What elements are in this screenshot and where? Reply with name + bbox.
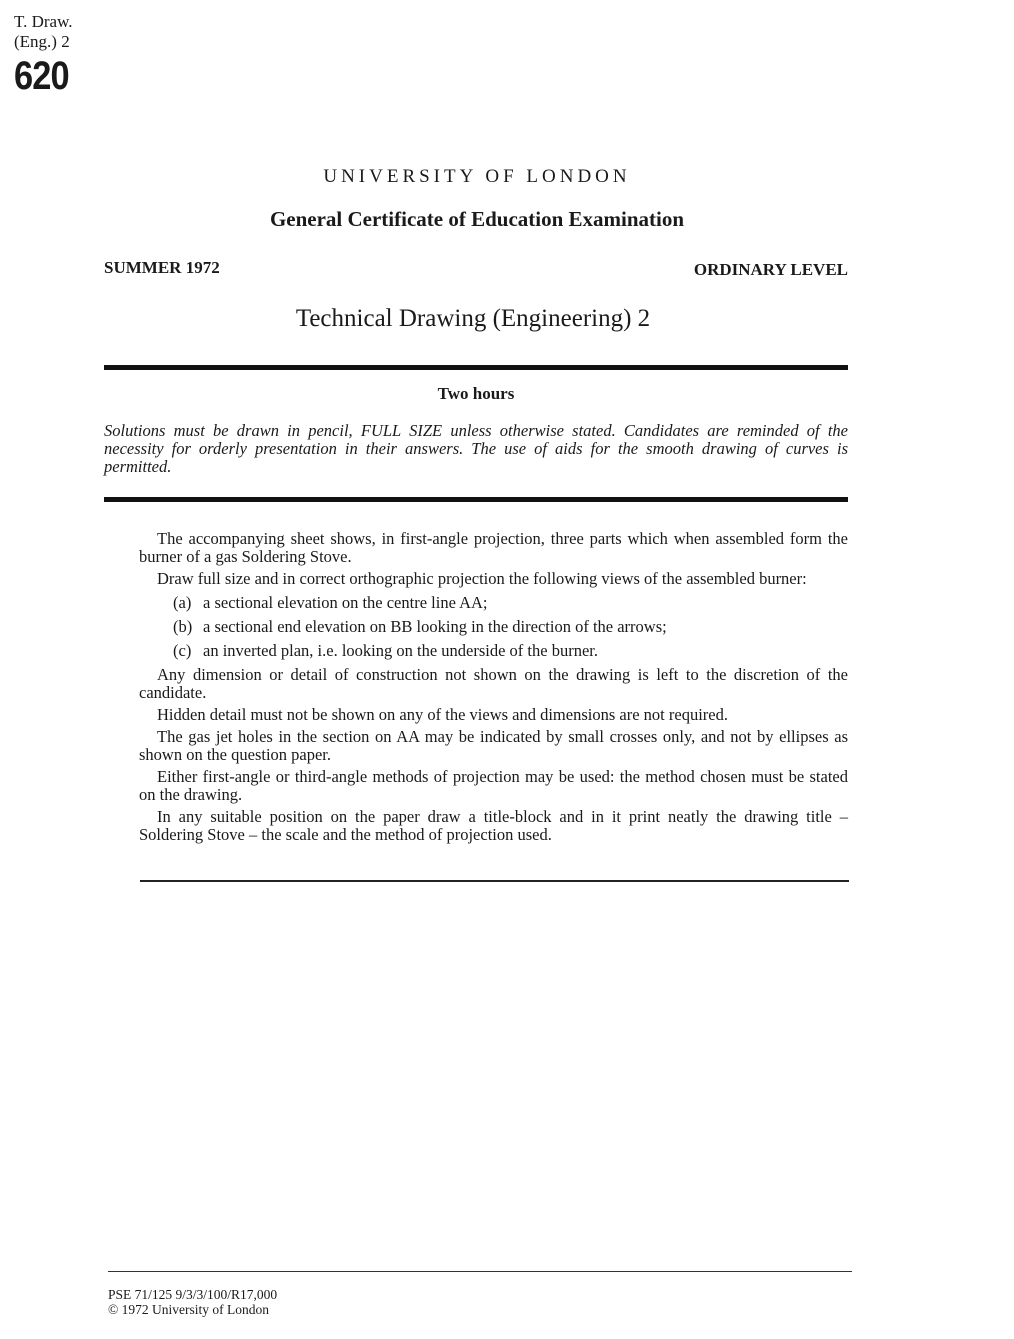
question-note: Any dimension or detail of construction not shown on the drawing is left to the discretion of the candidate. — [139, 665, 848, 702]
exam-session: SUMMER 1972 — [104, 258, 220, 277]
item-text: a sectional elevation on the centre line AA; — [203, 593, 488, 612]
question-item — [139, 642, 848, 660]
question-body — [139, 530, 848, 844]
question-task: Draw full size and in correct orthographic projection the following views of the assembled burner: — [157, 569, 807, 588]
question-item — [139, 618, 848, 636]
question-note: Either first-angle or third-angle methods of projection may be used: the method chosen must be stated on the drawing. — [139, 767, 848, 804]
item-text: a sectional end elevation on BB looking in the direction of the arrows; — [203, 617, 667, 636]
exam-duration: Two hours — [437, 384, 515, 403]
question-note: In any suitable position on the paper draw a title-block and in it print neatly the drawing title – Soldering Stove – the scale and the method of projection used. — [139, 807, 848, 844]
item-label: (b) — [173, 617, 193, 636]
top-divider — [104, 365, 848, 370]
paper-code-line-1: T. Draw. — [14, 12, 73, 31]
exam-title: General Certificate of Education Examination — [269, 207, 685, 231]
paper-code-line-2: (Eng.) 2 — [14, 32, 70, 51]
question-note: The gas jet holes in the section on AA may be indicated by small crosses only, and not by ellipses as shown on the question paper. — [139, 727, 848, 764]
subject-title: Technical Drawing (Engineering) 2 — [295, 305, 651, 332]
question-note: Hidden detail must not be shown on any of the views and dimensions are not required. — [157, 705, 728, 724]
item-text: an inverted plan, i.e. looking on the underside of the burner. — [203, 641, 598, 660]
university-name: UNIVERSITY OF LONDON — [323, 166, 631, 187]
candidate-instructions: Solutions must be drawn in pencil, FULL SIZE unless otherwise stated. Candidates are reminded of the necessity for orderly presentation in their answers. The use of aids for the smooth drawing of curves is permitted. — [104, 421, 848, 476]
paper-number: 620 — [14, 54, 69, 98]
exam-level: ORDINARY LEVEL — [693, 260, 848, 279]
question-intro: The accompanying sheet shows, in first-angle projection, three parts which when assembled form the burner of a gas Soldering Stove. — [139, 529, 848, 566]
footer-divider — [108, 1271, 852, 1272]
end-divider — [140, 880, 849, 882]
question-item — [139, 594, 848, 612]
middle-divider — [104, 497, 848, 502]
item-label: (a) — [173, 593, 192, 612]
print-reference: PSE 71/125 9/3/3/100/R17,000 — [108, 1287, 278, 1302]
item-label: (c) — [173, 641, 192, 660]
copyright-notice: © 1972 University of London — [108, 1302, 269, 1317]
